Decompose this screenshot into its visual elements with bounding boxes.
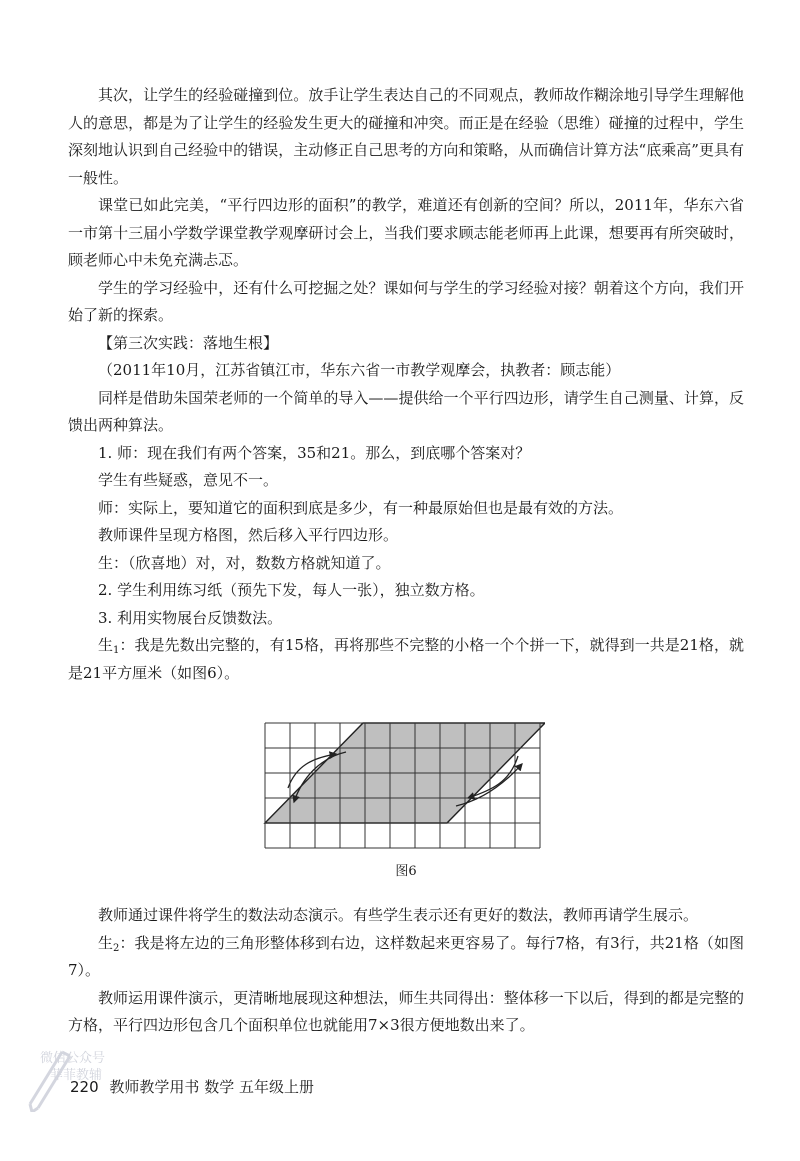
answer-text: ：我是将左边的三角形整体移到右边，这样数起来更容易了。每行7格，有3行，共21格（如图7）。 [68, 933, 744, 979]
book-title: 教师教学用书 数学 五年级上册 [109, 1078, 314, 1096]
body-text-top [68, 82, 744, 687]
paragraph: 教师运用课件演示，更清晰地展现这种想法，师生共同得出：整体移一下以后，得到的都是完整的方格，平行四边形包含几个面积单位也就能用7×3很方便地数出来了。 [68, 988, 744, 1034]
speaker-label: 生 [98, 636, 114, 654]
paragraph: 学生有些疑惑，意见不一。 [98, 471, 279, 489]
dialogue-line: 1. 师：现在我们有两个答案，35和21。那么，到底哪个答案对？ [98, 443, 531, 462]
figure-caption: 图6 [395, 864, 417, 879]
watermark-line-2: 菲菲教辅 [50, 1068, 103, 1083]
body-text-bottom [68, 902, 744, 1040]
paragraph: 教师通过课件将学生的数法动态演示。有些学生表示还有更好的数法，教师再请学生展示。 [98, 906, 699, 924]
dialogue-line: 师：实际上，要知道它的面积到底是多少，有一种最原始但也是最有效的方法。 [98, 498, 624, 517]
paragraph: 同样是借助朱国荣老师的一个简单的导入——提供给一个平行四边形，请学生自己测量、计算，反馈出两种算法。 [68, 388, 744, 434]
student-1-answer [68, 632, 744, 687]
paragraph: 学生的学习经验中，还有什么可挖掘之处？课如何与学生的学习经验对接？朝着这个方向，我们开始了新的探索。 [68, 278, 744, 324]
section-heading: 【第三次实践：落地生根】 [98, 333, 279, 352]
page-footer [70, 1076, 314, 1097]
page-number: 220 [70, 1078, 99, 1096]
student-2-answer [68, 930, 744, 985]
paragraph: 教师课件呈现方格图，然后移入平行四边形。 [98, 526, 399, 544]
speaker-subscript: 2 [113, 942, 120, 954]
paragraph: 其次，让学生的经验碰撞到位。放手让学生表达自己的不同观点，教师故作糊涂地引导学生理解他人的意思，都是为了让学生的经验发生更大的碰撞和冲突。而正是在经验（思维）碰撞的过程中，学生深刻地认识到自己经验中的错误，主动修正自己思考的方向和策略，从而确信计算方法“底乘高”更具有一般性。 [68, 86, 744, 187]
figure-6-grid [260, 718, 545, 858]
session-info: （2011年10月，江苏省镇江市，华东六省一市教学观摩会，执教者：顾志能） [98, 361, 621, 379]
step-line: 3. 利用实物展台反馈数法。 [98, 608, 283, 627]
paragraph: 课堂已如此完美，“平行四边形的面积”的教学，难道还有创新的空间？所以，2011年，华东六省一市第十三届小学数学课堂教学观摩研讨会上，当我们要求顾志能老师再上此课，想要再有所突破时，顾老师心中未免充满忐忑。 [68, 196, 744, 269]
watermark-line-1: 微信公众号 [40, 1051, 106, 1066]
speaker-label: 生 [98, 933, 114, 952]
step-line: 2. 学生利用练习纸（预先下发，每人一张），独立数方格。 [98, 581, 485, 599]
dialogue-line: 生：（欣喜地）对，对，数数方格就知道了。 [98, 553, 391, 572]
speaker-subscript: 1 [113, 645, 120, 656]
answer-text: ：我是先数出完整的，有15格，再将那些不完整的小格一个个拼一下，就得到一共是21格，就是21平方厘米（如图6）。 [68, 636, 744, 682]
